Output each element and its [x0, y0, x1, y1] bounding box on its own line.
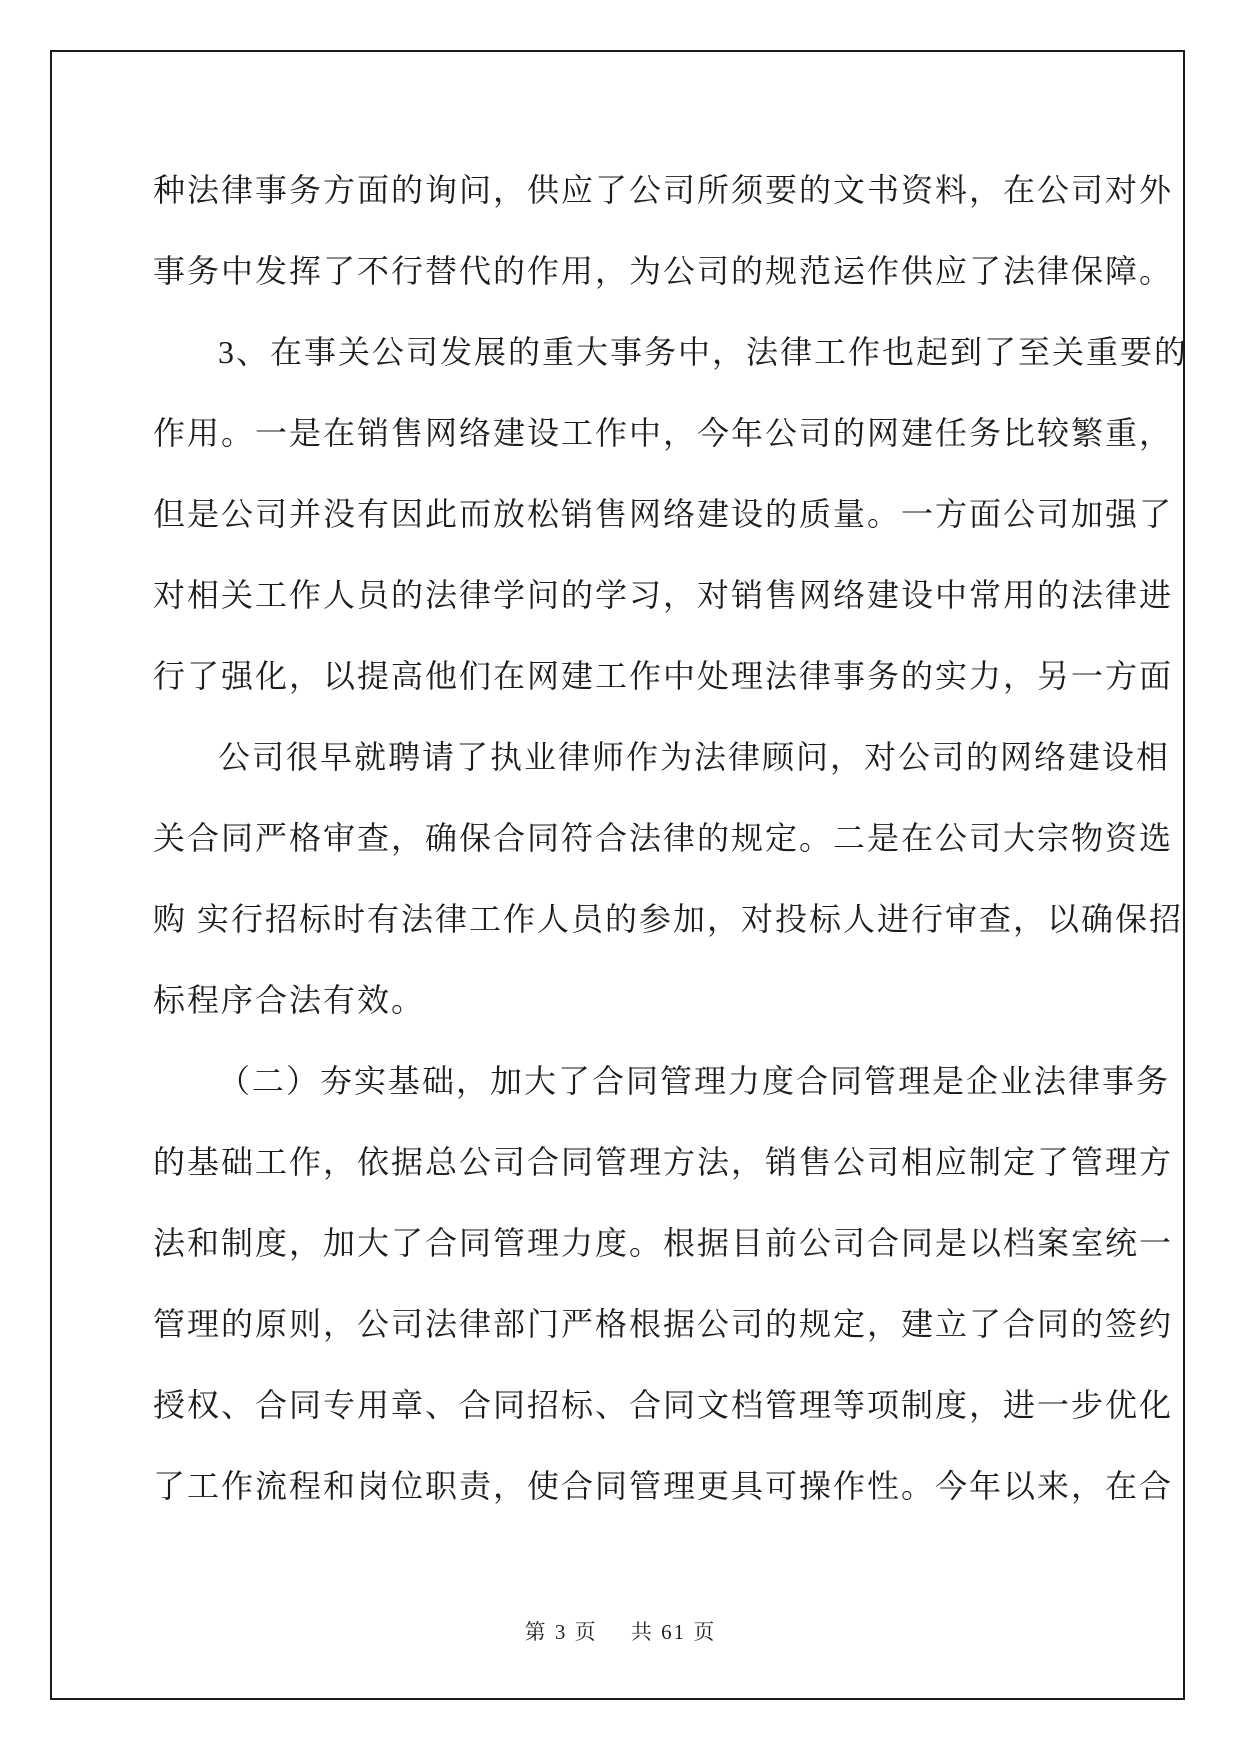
- text-line: 对相关工作人员的法律学问的学习，对销售网络建设中常用的法律进: [153, 577, 1174, 613]
- text-line: （二）夯实基础，加大了合同管理力度合同管理是企业法律事务: [218, 1063, 1171, 1099]
- text-line: 公司很早就聘请了执业律师作为法律顾问，对公司的网络建设相: [218, 739, 1171, 775]
- text-line: 3、在事关公司发展的重大事务中，法律工作也起到了至关重要的: [218, 334, 1189, 370]
- text-line: 标程序合法有效。: [153, 982, 426, 1018]
- document-body: [153, 150, 1189, 1527]
- text-line: 的基础工作，依据总公司合同管理方法，销售公司相应制定了管理方: [153, 1144, 1174, 1180]
- text-line: 授权、合同专用章、合同招标、合同文档管理等项制度，进一步优化: [153, 1387, 1174, 1423]
- text-line: 但是公司并没有因此而放松销售网络建设的质量。一方面公司加强了: [153, 496, 1174, 532]
- text-line: 了工作流程和岗位职责，使合同管理更具可操作性。今年以来，在合: [153, 1468, 1174, 1504]
- text-line: 法和制度，加大了合同管理力度。根据目前公司合同是以档案室统一: [153, 1225, 1174, 1261]
- page-footer: [0, 1616, 1241, 1646]
- text-line: 购 实行招标时有法律工作人员的参加，对投标人进行审查，以确保招: [153, 901, 1184, 937]
- text-line: 事务中发挥了不行替代的作用，为公司的规范运作供应了法律保障。: [153, 253, 1174, 289]
- text-line: 行了强化，以提高他们在网建工作中处理法律事务的实力，另一方面: [153, 658, 1174, 694]
- text-line: 种法律事务方面的询问，供应了公司所须要的文书资料，在公司对外: [153, 172, 1174, 208]
- text-line: 作用。一是在销售网络建设工作中，今年公司的网建任务比较繁重，: [153, 415, 1174, 451]
- text-line: 管理的原则，公司法律部门严格根据公司的规定，建立了合同的签约: [153, 1306, 1174, 1342]
- text-line: 关合同严格审查，确保合同符合法律的规定。二是在公司大宗物资选: [153, 820, 1174, 856]
- page-total-label: 共 61 页: [630, 1620, 717, 1644]
- page-number-label: 第 3 页: [524, 1620, 598, 1644]
